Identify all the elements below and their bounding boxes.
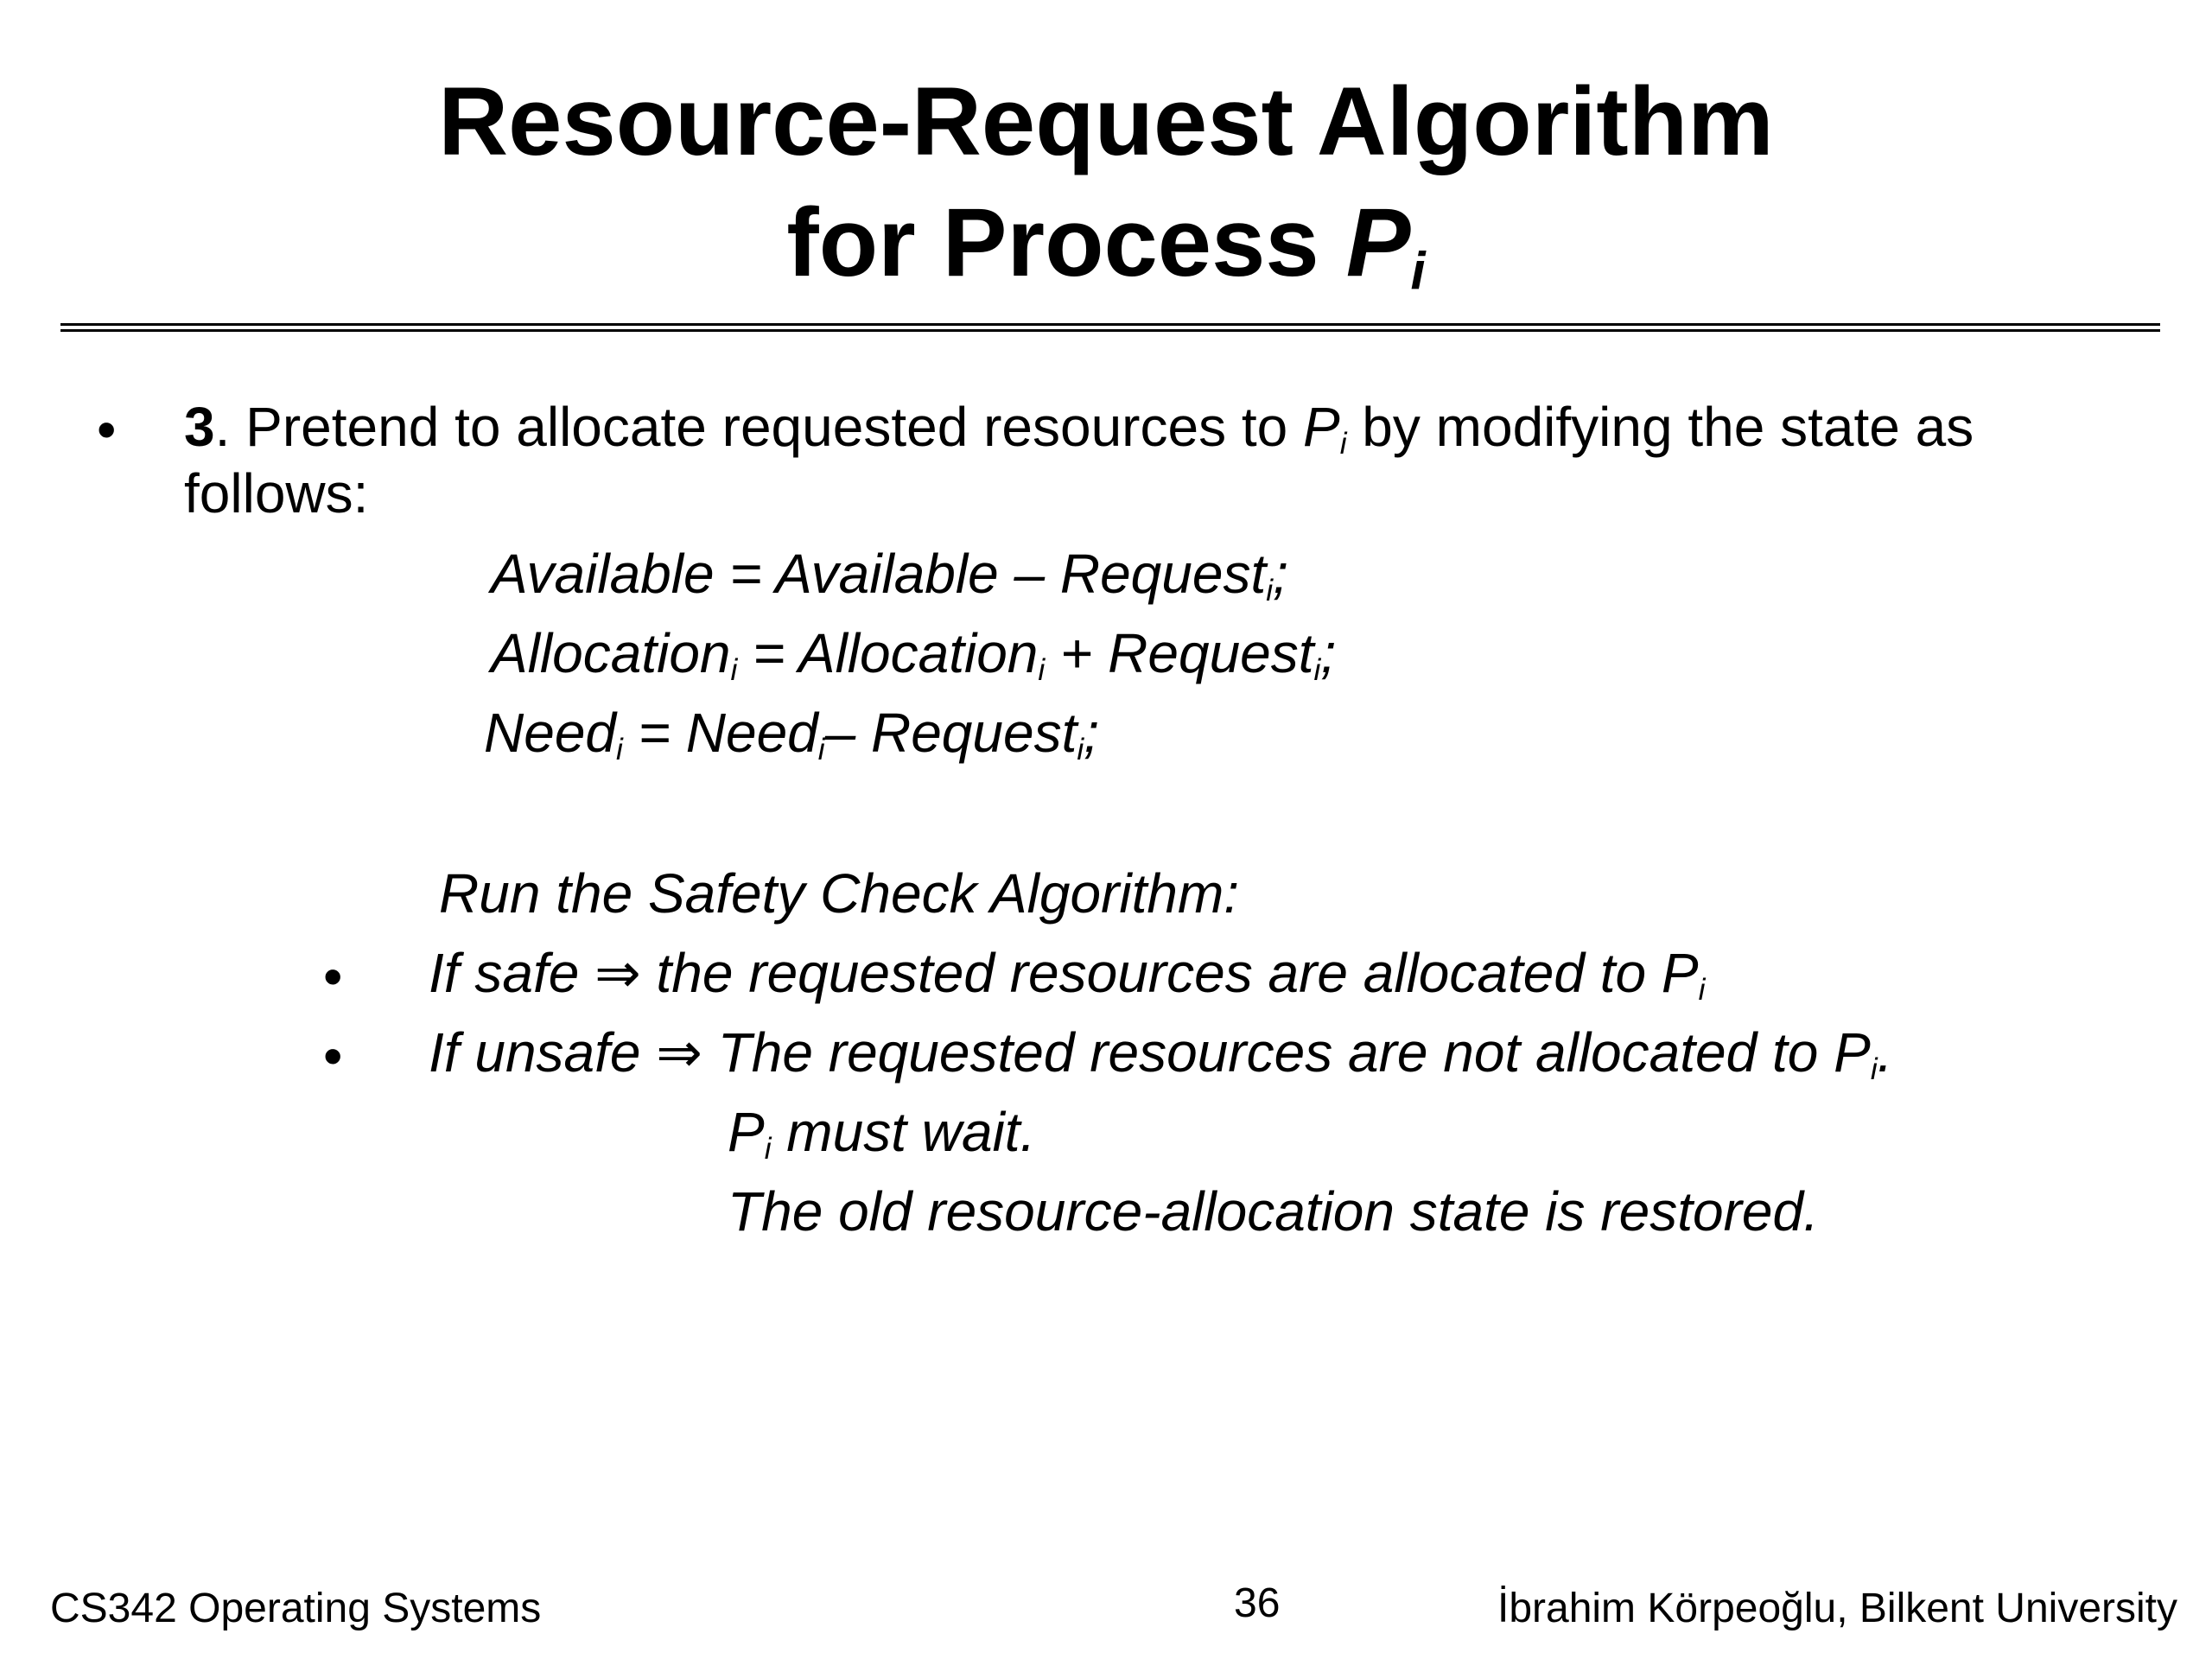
step-bullet: • xyxy=(97,398,117,461)
equation-allocation: Allocation$_i$ = Allocation$_i$ + Request$_i$; xyxy=(491,622,1337,687)
slide-title-line-2 xyxy=(0,188,2212,302)
title-divider-top xyxy=(60,323,2160,326)
equation-available: Available = Available – Request$_i$; xyxy=(491,543,1288,607)
safety-check-heading: Run the Safety Check Algorithm: xyxy=(439,862,1240,925)
title-text: for Process xyxy=(786,188,1346,296)
equation-need: Need$_i$ = Need$_i$– Request$_i$; xyxy=(484,702,1099,766)
safe-bullet: • xyxy=(323,945,343,1007)
title-variable: P xyxy=(1345,188,1411,296)
slide-title-line-1: Resource-Request Algorithm xyxy=(438,67,1774,175)
step-3-line-1: 3. Pretend to allocate requested resources to $P_i$ by modifying the state as xyxy=(184,396,1974,461)
state-restored-line: The old resource-allocation state is restored. xyxy=(728,1180,1819,1243)
footer-page-number: 36 xyxy=(1234,1580,1281,1626)
step-3-line-2: follows: xyxy=(184,462,369,524)
if-unsafe-line: If unsafe ⇒ The requested resources are not allocated to $P_i$. xyxy=(429,1021,1893,1086)
must-wait-line: $P_i$ must wait. xyxy=(728,1101,1036,1166)
footer-author: İbrahim Körpeoğlu, Bilkent University xyxy=(1497,1586,2177,1631)
title-subscript: i xyxy=(1410,241,1426,302)
unsafe-bullet: • xyxy=(323,1025,343,1087)
footer-course: CS342 Operating Systems xyxy=(50,1586,542,1631)
title-divider-bottom xyxy=(60,329,2160,332)
if-safe-line: If safe ⇒ the requested resources are allocated to $P_i$ xyxy=(429,942,1706,1007)
step-number: 3 xyxy=(184,396,215,458)
